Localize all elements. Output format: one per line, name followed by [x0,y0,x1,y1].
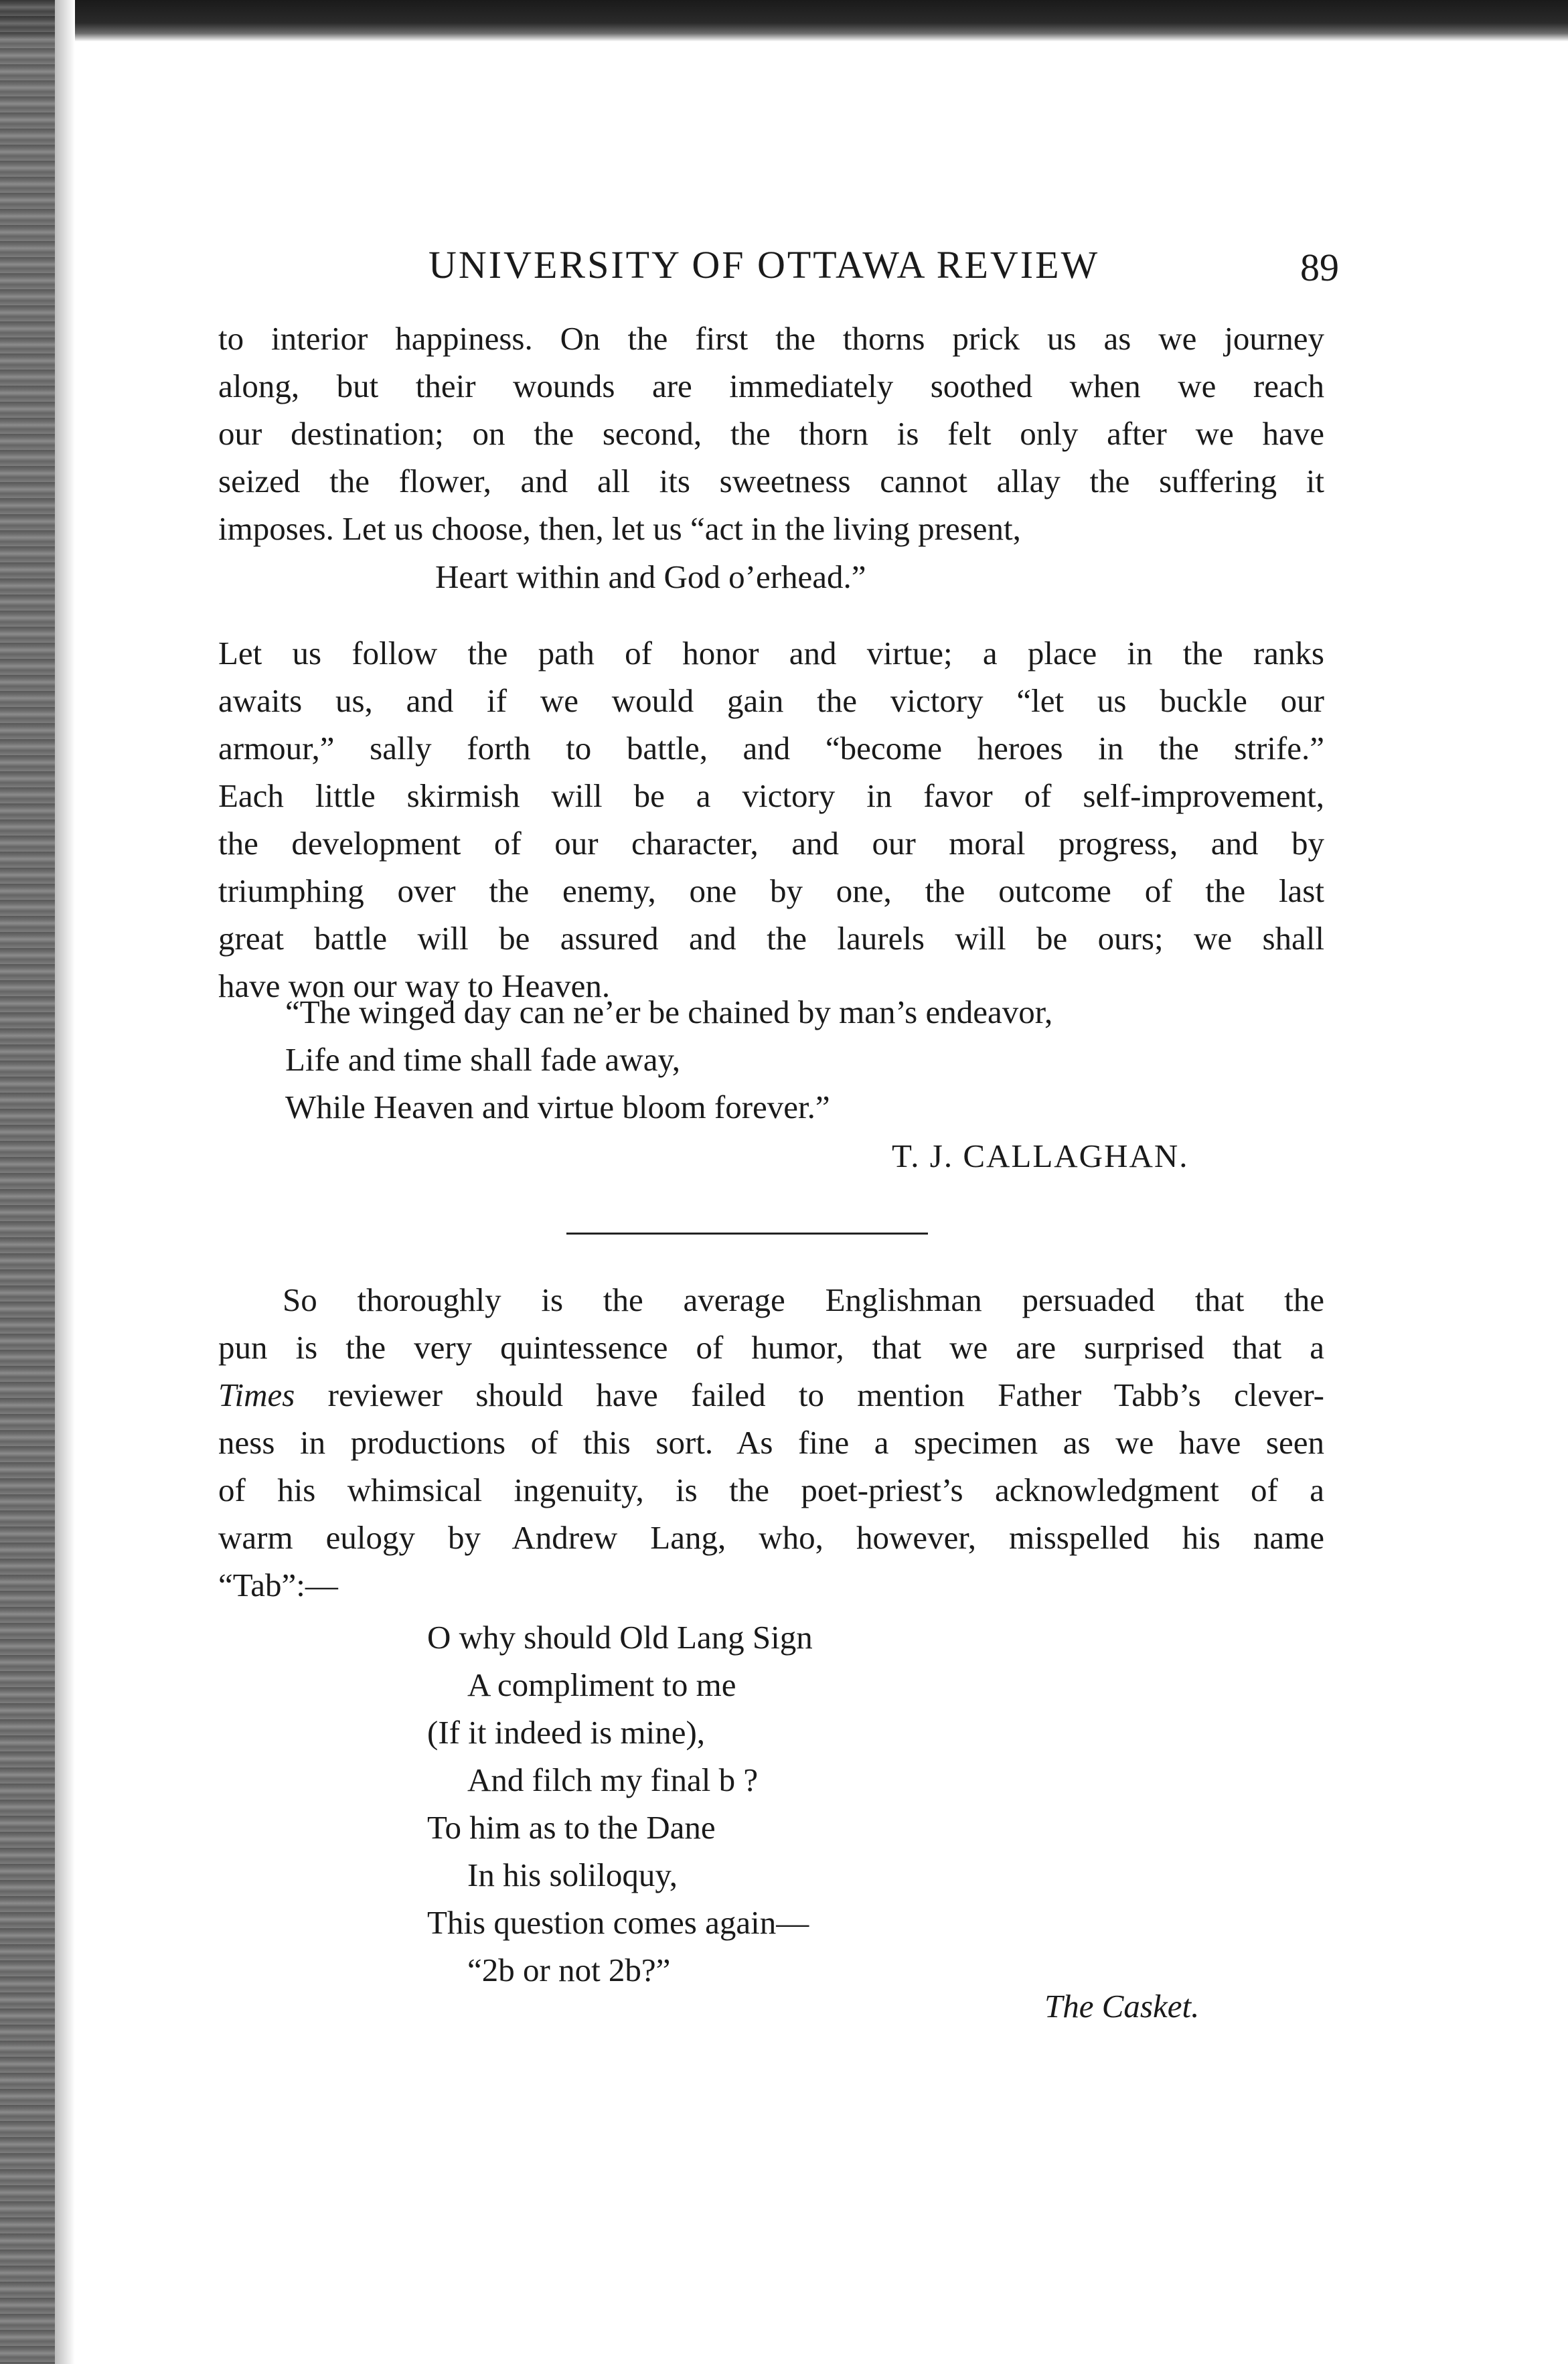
running-title: UNIVERSITY OF OTTAWA REVIEW [428,243,1100,287]
page-header [428,242,1339,296]
italic-times: Times [218,1376,295,1413]
text-line: armour,” sally forth to battle, and “become heroes in the strife.” [218,730,1324,767]
poem-line: This question comes again— [427,1904,809,1941]
text-line: Let us follow the path of honor and virtue; a place in the ranks [218,635,1324,672]
poem-line: While Heaven and virtue bloom forever.” [285,1089,830,1125]
poem-old-lang-sign [427,1613,813,1994]
poem-line: A compliment to me [467,1666,736,1703]
author-signature: T. J. CALLAGHAN. [892,1137,1189,1174]
scan-left-edge [0,0,55,2364]
poem-winged-day [285,988,1052,1131]
verse-heart-within: Heart within and God o’erhead.” [435,558,866,595]
text-line: our destination; on the second, the thorn is felt only after we have [218,415,1324,452]
text-line: along, but their wounds are immediately soothed when we reach [218,368,1324,404]
text-line: So thoroughly is the average Englishman persuaded that the [283,1281,1324,1318]
section-divider [566,1233,928,1235]
poem-line: Life and time shall fade away, [285,1041,681,1078]
poem-line: O why should Old Lang Sign [427,1619,813,1656]
poem-line: To him as to the Dane [427,1809,716,1846]
text-line: “Tab”:— [218,1567,338,1603]
poem-line: (If it indeed is mine), [427,1714,706,1751]
text-line: have won our way to Heaven. [218,967,611,1004]
text-line: pun is the very quintessence of humor, that we are surprised that a [218,1329,1324,1366]
paragraph-path-of-honor [218,629,1324,1010]
text-line: imposes. Let us choose, then, let us “act in the living present, [218,510,1021,547]
text-line: awaits us, and if we would gain the victory “let us buckle our [218,682,1324,719]
text-line: triumphing over the enemy, one by one, the outcome of the last [218,872,1324,909]
paragraph-interior-happiness [218,315,1324,552]
scan-top-edge [0,0,1568,42]
page-number: 89 [1300,246,1339,289]
poem-line: And filch my final b ? [467,1761,759,1798]
text-line: of his whimsical ingenuity, is the poet-priest’s acknowledgment of a [218,1472,1324,1508]
source-citation: The Casket. [1044,1988,1200,2025]
scan-left-edge-shadow [55,0,75,2364]
poem-line: “2b or not 2b?” [467,1952,671,1988]
poem-line: “The winged day can ne’er be chained by man’s endeavor, [285,994,1053,1030]
paragraph-englishman-pun [218,1276,1324,1609]
text-line: warm eulogy by Andrew Lang, who, however, misspelled his name [218,1519,1324,1556]
text-line: seized the flower, and all its sweetness cannot allay the suffering it [218,463,1324,499]
text-line [218,1371,1324,1419]
text-fragment: reviewer should have failed to mention Father Tabb’s clever- [295,1376,1324,1413]
poem-line: In his soliloquy, [467,1857,678,1893]
text-line: great battle will be assured and the laurels will be ours; we shall [218,920,1324,957]
text-line: the development of our character, and our moral progress, and by [218,825,1324,862]
text-line: to interior happiness. On the first the thorns prick us as we journey [218,320,1324,357]
text-line: ness in productions of this sort. As fine a specimen as we have seen [218,1424,1324,1461]
text-line: Each little skirmish will be a victory in favor of self-improvement, [218,777,1324,814]
